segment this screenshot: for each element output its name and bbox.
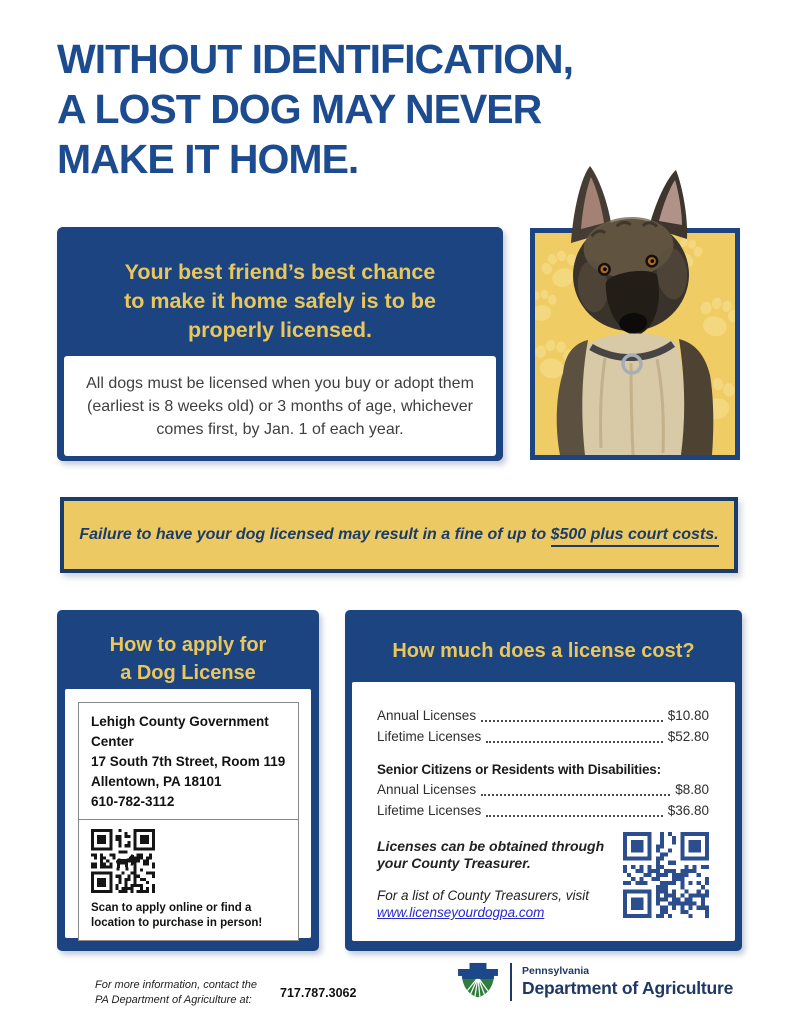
address-line: 17 South 7th Street, Room 119 (91, 754, 286, 769)
apply-qr-section (79, 819, 298, 940)
headline-line: to make it home safely is to be (124, 289, 436, 313)
treasurer-list-text: For a list of County Treasurers, visit (377, 888, 590, 903)
best-chance-box (57, 227, 503, 461)
license-cost-box (345, 610, 742, 951)
price-label: Annual Licenses (377, 782, 477, 797)
apply-title-line: How to apply for (109, 634, 267, 656)
cost-box-title: How much does a license cost? (392, 640, 695, 662)
address-card (78, 702, 299, 941)
treasurer-note-line: your County Treasurer. (377, 854, 531, 871)
dot-leader (481, 720, 663, 722)
treasurer-note (377, 838, 617, 871)
license-rule-card (64, 356, 496, 456)
address-line: Allentown, PA 18101 (91, 774, 222, 789)
treasurer-note-line: Licenses can be obtained through (377, 838, 605, 854)
footer-contact-text (95, 978, 257, 1007)
dot-leader (486, 815, 662, 817)
page-title-line: A LOST DOG MAY NEVER (57, 86, 542, 132)
price-row (377, 780, 709, 800)
price-value: $8.80 (675, 782, 709, 797)
pa-dept-agriculture-logo (455, 961, 733, 1003)
dog-photo-frame (530, 228, 740, 460)
page-title-line: MAKE IT HOME. (57, 136, 359, 182)
headline-line: Your best friend’s best chance (124, 260, 436, 284)
fine-warning-text (79, 526, 718, 544)
price-label: Annual Licenses (377, 708, 477, 723)
dot-leader (481, 794, 670, 796)
page-title-line: WITHOUT IDENTIFICATION, (57, 36, 574, 82)
phone-line: 610-782-3112 (91, 794, 175, 809)
logo-agency-name: Department of Agriculture (522, 978, 734, 998)
apply-title-line: a Dog License (120, 662, 256, 684)
apply-box-title (57, 631, 319, 687)
fine-text-underlined: $500 plus court costs. (551, 526, 719, 547)
price-value: $52.80 (667, 729, 709, 744)
apply-box-panel (65, 689, 311, 938)
page-title (57, 34, 573, 184)
senior-pricing-heading: Senior Citizens or Residents with Disabilities: (377, 762, 661, 777)
footer-contact-line: PA Department of Agriculture at: (95, 993, 252, 1006)
fine-text-prefix: Failure to have your dog licensed may result in a fine of up to (79, 526, 551, 543)
treasurer-qr-code-icon (623, 832, 709, 918)
treasurer-list-note (377, 887, 617, 921)
license-website-link[interactable]: www.licenseyourdogpa.com (377, 905, 545, 920)
price-row (377, 801, 709, 821)
footer-contact-line: For more information, contact the (95, 979, 258, 991)
price-label: Lifetime Licenses (377, 803, 482, 818)
logo-divider (510, 963, 512, 1001)
german-shepherd-dog-photo (535, 163, 735, 455)
logo-state-name: Pennsylvania (522, 965, 590, 977)
headline-line: properly licensed. (187, 318, 372, 342)
contact-phone-number: 717.787.3062 (280, 986, 357, 1000)
cost-box-panel (352, 682, 735, 941)
license-rule-text: All dogs must be licensed when you buy or adopt them (earliest is 8 weeks old) or 3 months of age, whichever comes first, by Jan. 1 of each year. (86, 374, 474, 438)
logo-text (522, 965, 733, 999)
best-chance-headline (57, 258, 503, 345)
dot-leader (486, 741, 662, 743)
price-value: $36.80 (667, 803, 709, 818)
price-label: Lifetime Licenses (377, 729, 482, 744)
price-value: $10.80 (667, 708, 709, 723)
how-to-apply-box (57, 610, 319, 951)
price-row (377, 706, 709, 726)
address-line: Lehigh County Government Center (91, 714, 269, 749)
price-row (377, 727, 709, 747)
fine-warning-banner (60, 497, 738, 573)
apply-qr-caption: Scan to apply online or find a location to purchase in person! (91, 902, 263, 929)
address-block (79, 703, 298, 819)
apply-qr-code-icon (91, 829, 155, 893)
pa-keystone-logo-icon (455, 961, 501, 1003)
